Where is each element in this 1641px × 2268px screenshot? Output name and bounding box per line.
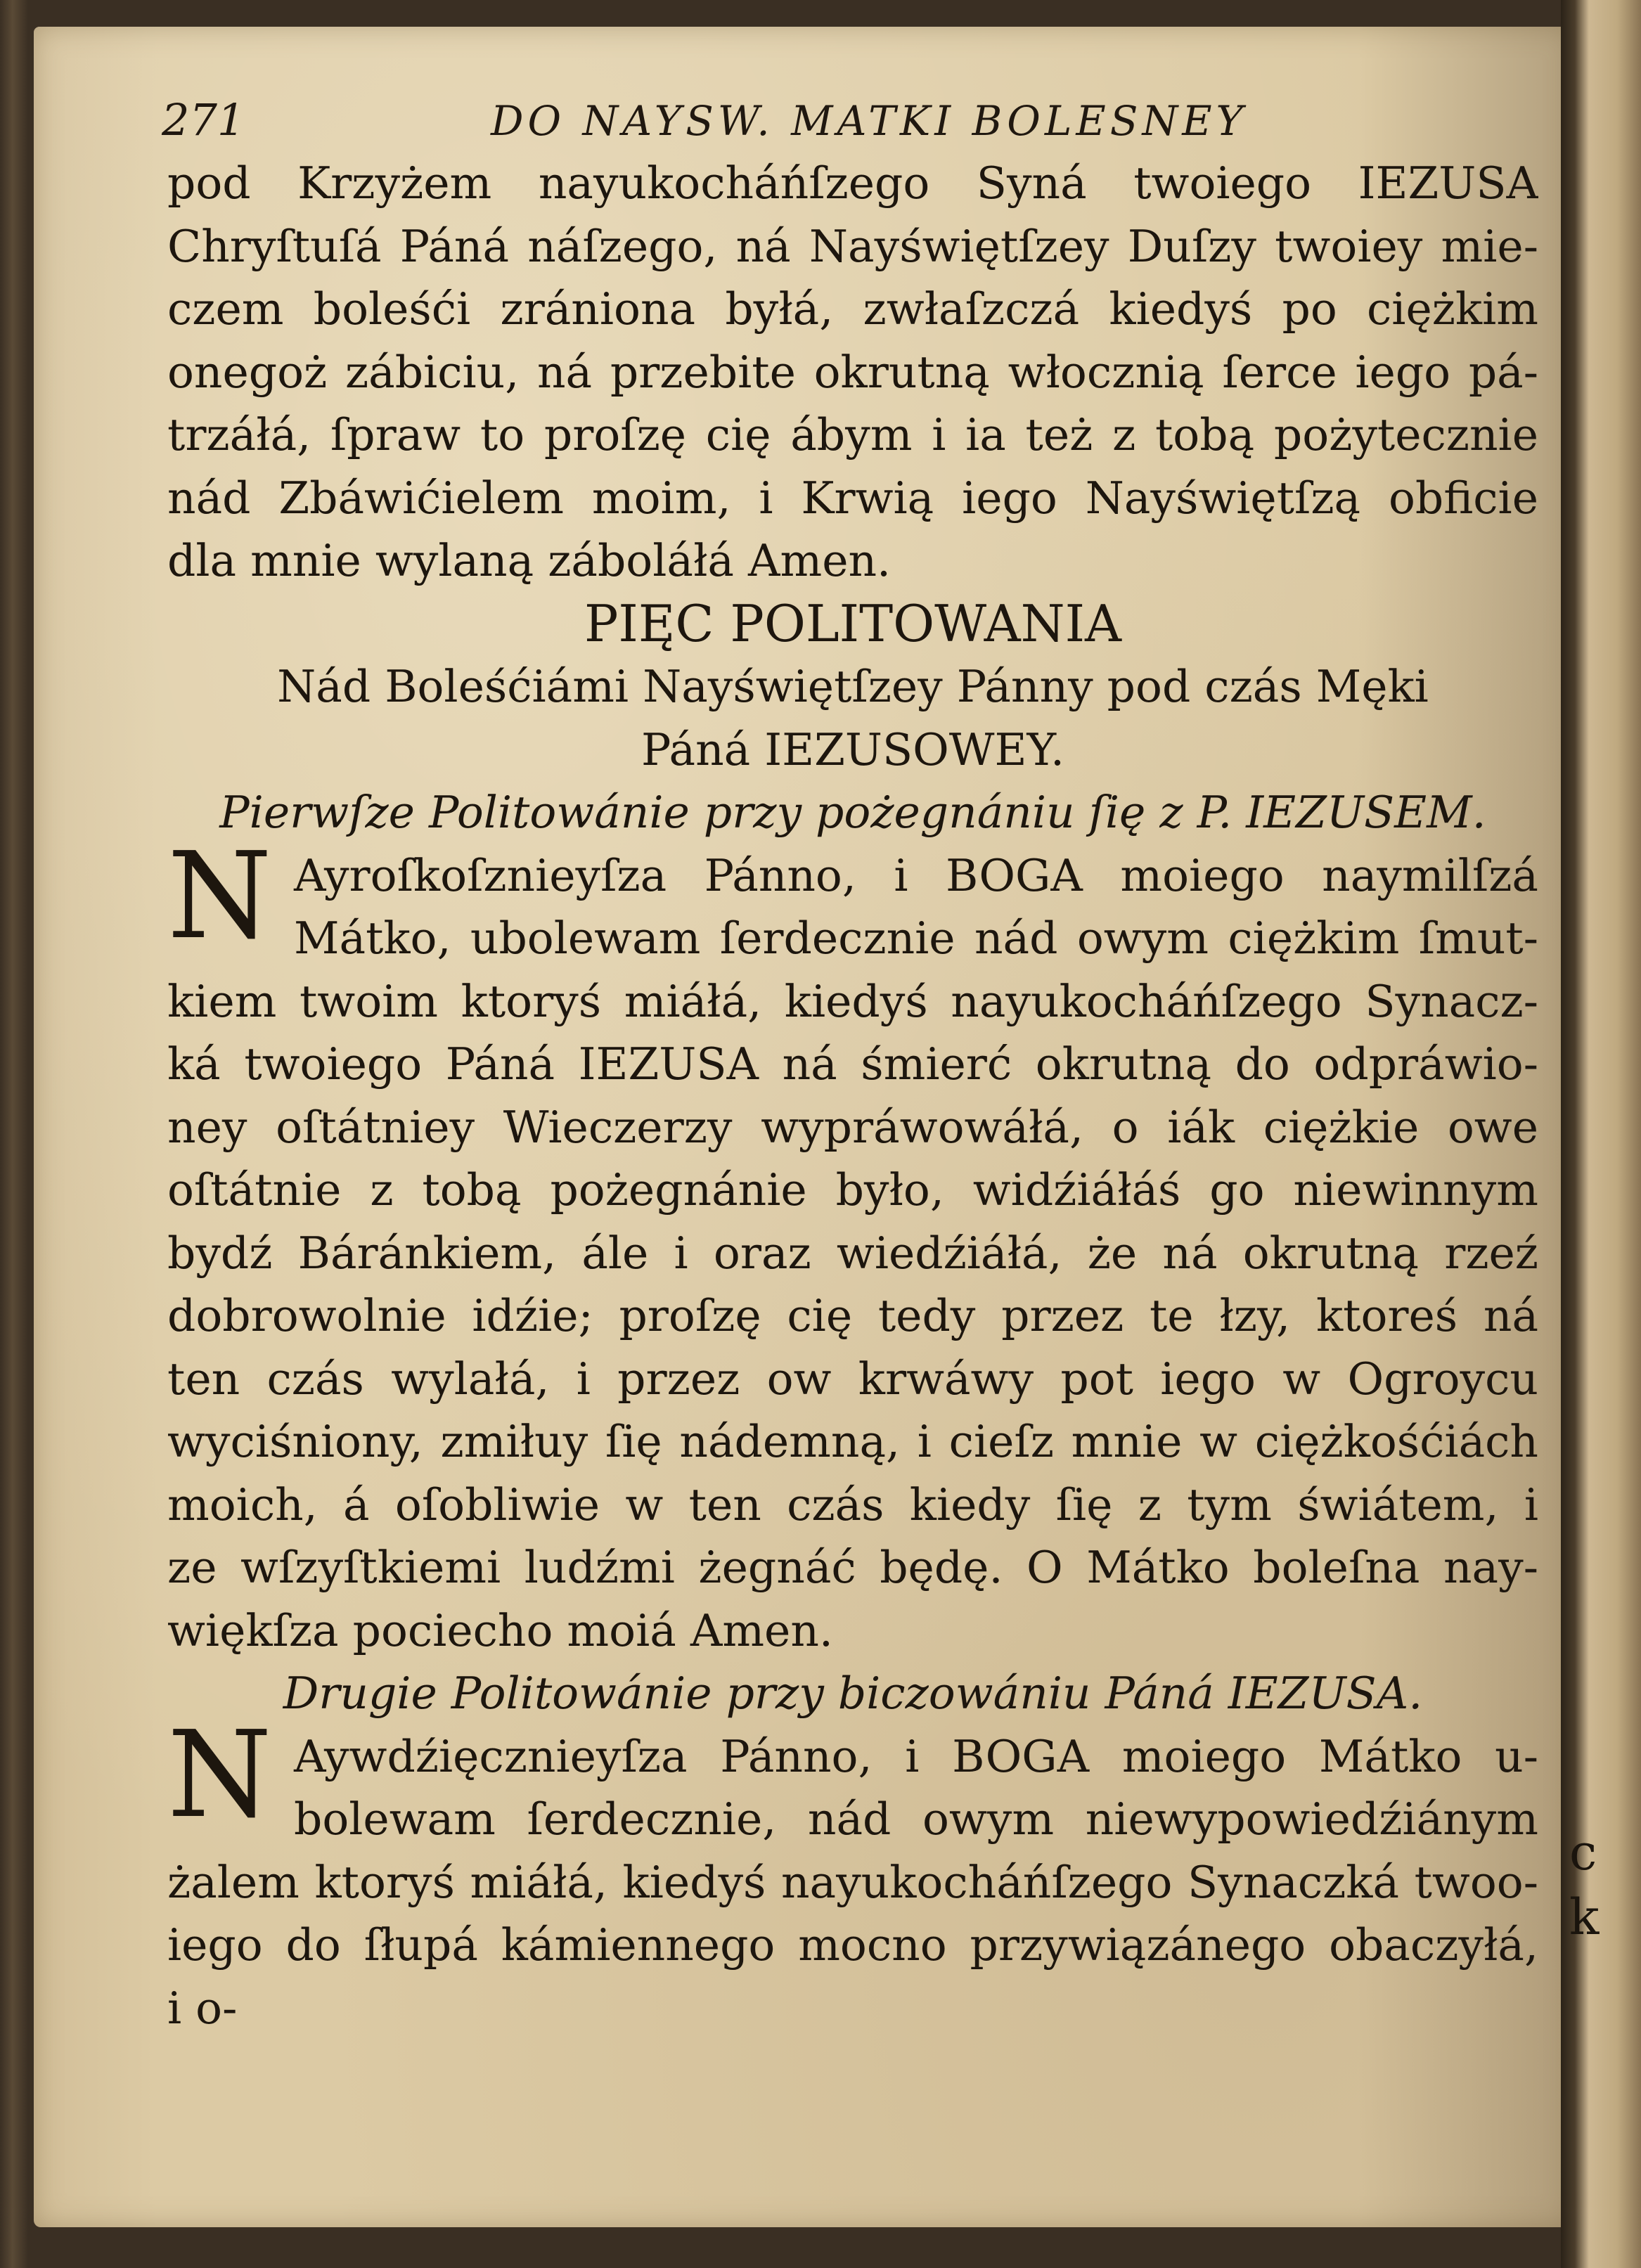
text-line: moich, á oſobliwie w ten czás kiedy ſię z tym świátem, i [167, 1478, 1538, 1531]
text-line: Ayroſkoſznieyſza Pánno, i BOGA moiego naymilſzá [294, 849, 1538, 901]
text-line: Chryſtuſá Páná náſzego, ná Nayświętſzey Duſzy twoiey mie- [167, 220, 1538, 272]
text-line: ten czás wylałá, i przez ow krwáwy pot iego w Ogroycu [167, 1353, 1538, 1405]
part1-heading: Pierwſze Politowánie przy pożegnániu ſię z P. IEZUSEM. [219, 787, 1486, 838]
text-line: trzáłá, ſpraw to proſzę cię ábym i ia też z tobą pożytecznie [167, 409, 1538, 460]
catchword: i o- [167, 1982, 238, 2034]
section-subtitle-line: Páná IEZUSOWEY. [641, 723, 1065, 775]
text-line: onegoż zábiciu, ná przebite okrutną włocznią ſerce iego pá- [167, 346, 1538, 398]
text-line: ze wſzyſtkiemi ludźmi żegnáć będę. O Mátko boleſna nay- [167, 1542, 1538, 1593]
page-number: 271 [162, 94, 245, 146]
text-line: Mátko, ubolewam ſerdecznie nád owym ciężkim ſmut- [294, 913, 1538, 964]
running-header [34, 94, 1574, 157]
book-page [34, 27, 1574, 2227]
text-line: iego do ſłupá kámiennego mocno przywiązánego obaczyłá, [167, 1919, 1538, 1971]
text-line: Aywdźięcznieyſza Pánno, i BOGA moiego Mátko u- [294, 1730, 1538, 1782]
text-line: kiem twoim ktoryś miáłá, kiedyś nayukocháńſzego Synacz- [167, 975, 1538, 1027]
running-title: DO NAYSW. MATKI BOLESNEY [491, 97, 1247, 145]
text-line: pod Krzyżem nayukocháńſzego Syná twoiego IEZUSA [167, 157, 1538, 209]
text-line: żalem ktoryś miáłá, kiedyś nayukocháńſzego Synaczká twoo- [167, 1856, 1538, 1908]
text-line: dla mnie wylaną záboláłá Amen. [167, 535, 892, 586]
section-title: PIĘC POLITOWANIA [584, 593, 1122, 653]
part2-heading: Drugie Politowánie przy biczowániu Páná IEZUSA. [283, 1668, 1423, 1719]
main-text [167, 152, 1538, 2040]
text-line: nád Zbáwićielem moim, i Krwią iego Nayświętſzą obficie [167, 472, 1538, 524]
facing-page-glyph: k [1569, 1888, 1600, 1946]
text-line: wyciśniony, zmiłuy ſię nádemną, i cieſz mnie w ciężkośćiách [167, 1416, 1538, 1467]
text-line: oſtátnie z tobą pożegnánie było, widźiáłáś go niewinnym [167, 1164, 1538, 1216]
text-line: ká twoiego Páná IEZUSA ná śmierć okrutną do odpráwio- [167, 1038, 1538, 1090]
text-line: czem boleśći zrániona byłá, zwłaſzczá kiedyś po ciężkim [167, 283, 1538, 335]
drop-cap: N [167, 827, 272, 966]
text-line: bolewam ſerdecznie, nád owym niewypowiedźiánym [294, 1793, 1538, 1845]
text-line: więkſza pociecho moiá Amen. [167, 1604, 833, 1656]
text-line: bydź Báránkiem, ále i oraz wiedźiáłá, że ná okrutną rzeź [167, 1227, 1538, 1279]
facing-page-glyph: c [1569, 1824, 1597, 1881]
text-line: dobrowolnie idźie; proſzę cię tedy przez te łzy, ktoreś ná [167, 1290, 1538, 1341]
section-subtitle-line: Nád Boleśćiámi Nayświętſzey Pánny pod czás Męki [277, 661, 1429, 712]
text-line: ney oſtátniey Wieczerzy wypráwowáłá, o iák ciężkie owe [167, 1101, 1538, 1153]
drop-cap: N [167, 1706, 272, 1845]
